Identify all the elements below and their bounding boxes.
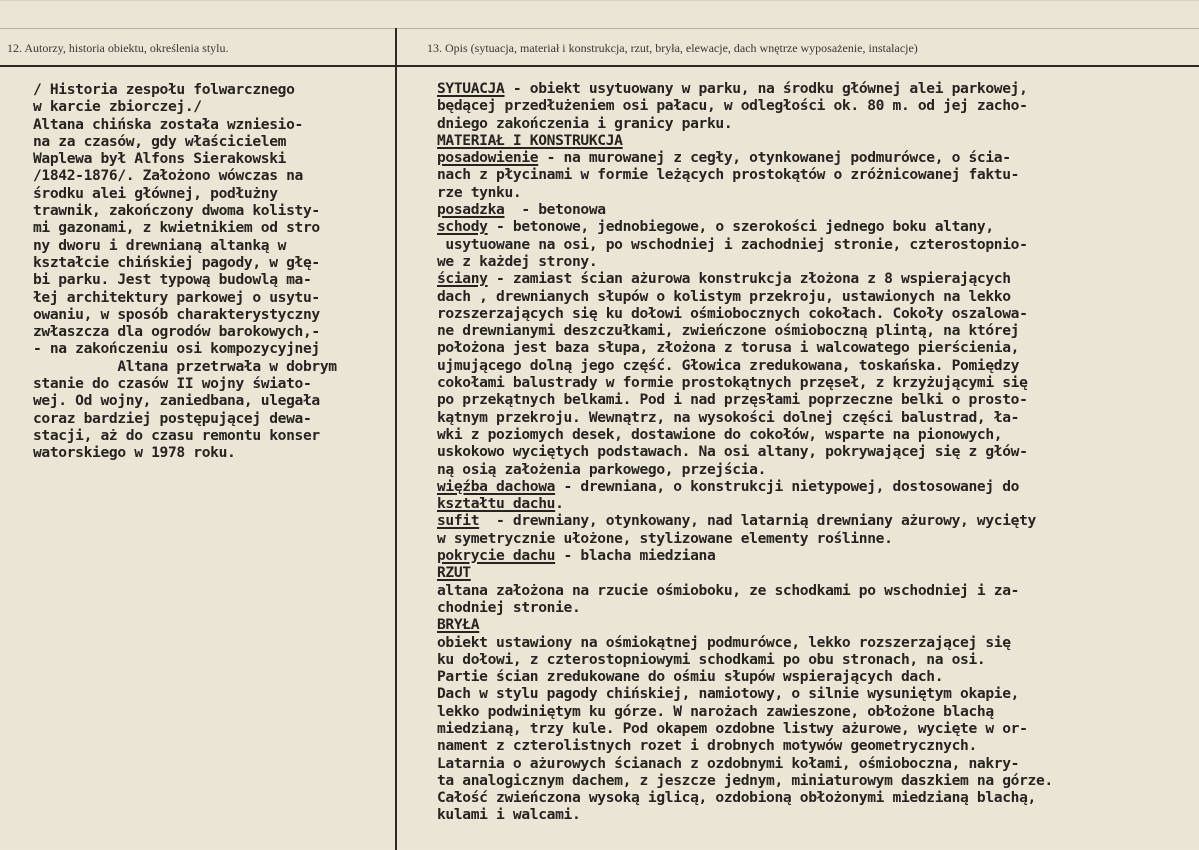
description-text-line bbox=[437, 80, 1053, 97]
description-text: - betonowa bbox=[504, 201, 606, 219]
section-label: schody bbox=[437, 218, 488, 236]
description-text-line bbox=[437, 184, 1053, 201]
description-text-line bbox=[437, 374, 1053, 391]
description-text-line bbox=[437, 512, 1053, 529]
description-text: cokołami balustrady w formie prostokątnych przęseł, z krzyżującymi się bbox=[437, 374, 1028, 392]
description-text-line bbox=[437, 339, 1053, 356]
description-text: Latarnia o ażurowych ścianach z ozdobnymi kołami, ośmioboczna, nakry- bbox=[437, 754, 1020, 772]
description-text: miedzianą, trzy kule. Pod okapem ozdobne listwy ażurowe, wycięte w or- bbox=[437, 719, 1028, 737]
description-text: - blacha miedziana bbox=[555, 547, 716, 565]
description-text-line bbox=[437, 322, 1053, 339]
description-text: nach z płycinami w formie leżących prostokątów o zróżnicowanej faktu- bbox=[437, 166, 1020, 184]
history-column bbox=[33, 81, 337, 462]
description-text: uskokowo wyciętych podstawach. Na osi altany, pokrywającej się z głów- bbox=[437, 443, 1028, 461]
history-text-line: kształcie chińskiej pagody, w głę- bbox=[33, 253, 320, 271]
history-text-line: mi gazonami, z kwietnikiem od stro bbox=[33, 219, 320, 237]
history-text-line: Altana przetrwała w dobrym bbox=[33, 357, 337, 375]
description-text-line bbox=[437, 806, 1053, 823]
history-text-line: watorskiego w 1978 roku. bbox=[33, 444, 236, 462]
description-text-line bbox=[437, 426, 1053, 443]
description-column bbox=[437, 80, 1053, 824]
section-label: pokrycie dachu bbox=[437, 547, 556, 565]
description-text-line bbox=[437, 582, 1053, 599]
section-label: RZUT bbox=[437, 564, 471, 582]
description-text: - drewniany, otynkowany, nad latarnią drewniany ażurowy, wycięty bbox=[479, 512, 1036, 530]
description-text: chodniej stronie. bbox=[437, 598, 581, 616]
section-label: ściany bbox=[437, 270, 488, 288]
history-text-line: zwłaszcza dla ogrodów barokowych,- bbox=[33, 323, 320, 341]
description-text-line bbox=[437, 737, 1053, 754]
section-label: sufit bbox=[437, 512, 480, 530]
description-text-line bbox=[437, 720, 1053, 737]
description-text-line bbox=[437, 288, 1053, 305]
history-text-line: środku alei głównej, podłużny bbox=[33, 184, 278, 202]
description-text-line bbox=[437, 755, 1053, 772]
history-text-line: trawnik, zakończony dwoma kolisty- bbox=[33, 202, 320, 220]
section-label: kształtu dachu bbox=[437, 495, 556, 513]
description-text-line bbox=[437, 530, 1053, 547]
description-text: . bbox=[555, 495, 564, 513]
description-text-line bbox=[437, 357, 1053, 374]
description-text: rze tynku. bbox=[437, 183, 522, 201]
description-text-line bbox=[437, 668, 1053, 685]
description-text: Całość zwieńczona wysoką iglicą, ozdobioną obłożonymi miedzianą blachą, bbox=[437, 789, 1036, 807]
description-text: obiekt ustawiony na ośmiokątnej podmurówce, lekko rozszerzającej się bbox=[437, 633, 1011, 651]
description-text: ta analogicznym dachem, z jeszcze jednym, miniaturowym daszkiem na górze. bbox=[437, 771, 1053, 789]
column-divider bbox=[395, 28, 397, 850]
description-text-line bbox=[437, 270, 1053, 287]
description-text-line bbox=[437, 149, 1053, 166]
section-13-heading: 13. Opis (sytuacja, materiał i konstrukcja, rzut, bryła, elewacje, dach wnętrze wyposażenie, instalacje) bbox=[427, 41, 918, 55]
section-label: MATERIAŁ I KONSTRUKCJA bbox=[437, 131, 623, 149]
description-text: Partie ścian zredukowane do ośmiu słupów wspierających dach. bbox=[437, 668, 944, 686]
description-text-line bbox=[437, 132, 1053, 149]
description-text: - obiekt usytuowany w parku, na środku głównej alei parkowej, bbox=[504, 80, 1028, 97]
description-text: w symetrycznie ułożone, stylizowane elementy roślinne. bbox=[437, 529, 893, 547]
description-text: położona jest baza słupa, złożona z torusa i walcowatego pierścienia, bbox=[437, 339, 1020, 357]
description-text-line bbox=[437, 651, 1053, 668]
history-text-line: coraz bardziej postępującej dewa- bbox=[33, 409, 312, 427]
section-label: posadzka bbox=[437, 201, 505, 219]
description-text-line bbox=[437, 391, 1053, 408]
history-text-line: w karcie zbiorczej./ bbox=[33, 98, 202, 116]
history-text-line: - na zakończeniu osi kompozycyjnej bbox=[33, 340, 320, 358]
history-text-line: / Historia zespołu folwarcznego bbox=[33, 81, 295, 98]
history-text-line: bi parku. Jest typową budowlą ma- bbox=[33, 271, 312, 289]
section-label: więźba dachowa bbox=[437, 477, 556, 495]
description-text-line bbox=[437, 495, 1053, 512]
description-text: po przekątnych belkami. Pod i nad przęsłami poprzeczne belki o prosto- bbox=[437, 391, 1028, 409]
description-text: - zamiast ścian ażurowa konstrukcja złożona z 8 wspierających bbox=[487, 270, 1011, 288]
description-text-line bbox=[437, 236, 1053, 253]
section-label: BRYŁA bbox=[437, 616, 480, 634]
description-text-line bbox=[437, 443, 1053, 460]
description-text-line bbox=[437, 253, 1053, 270]
description-text: - drewniana, o konstrukcji nietypowej, dostosowanej do bbox=[555, 477, 1020, 495]
section-label: posadowienie bbox=[437, 149, 539, 167]
description-text-line bbox=[437, 547, 1053, 564]
history-text-line: Waplewa był Alfons Sierakowski bbox=[33, 150, 287, 168]
description-text-line bbox=[437, 115, 1053, 132]
description-text: nament z czterolistnych rozet i drobnych motywów geometrycznych. bbox=[437, 737, 977, 755]
description-text-line bbox=[437, 201, 1053, 218]
description-text: ne drewnianymi deszczułkami, zwieńczone ośmioboczną plintą, na której bbox=[437, 322, 1020, 340]
history-text-line: stanie do czasów II wojny świato- bbox=[33, 375, 312, 393]
description-text-line bbox=[437, 97, 1053, 114]
description-text: rozszerzających się ku dołowi ośmiobocznych cokołach. Cokoły oszalowa- bbox=[437, 304, 1028, 322]
history-text-line: ny dworu i drewnianą altanką w bbox=[33, 236, 287, 254]
description-text-line bbox=[437, 772, 1053, 789]
history-text-line: na za czasów, gdy właścicielem bbox=[33, 132, 287, 150]
history-text-line: wej. Od wojny, zaniedbana, ulegała bbox=[33, 392, 320, 410]
description-text: kulami i walcami. bbox=[437, 806, 581, 824]
section-12-heading: 12. Autorzy, historia obiektu, określenia stylu. bbox=[7, 41, 229, 55]
history-text-line: stacji, aż do czasu remontu konser bbox=[33, 426, 320, 444]
description-text: kątnym przekroju. Wewnątrz, na wysokości dolnej części balustrad, ła- bbox=[437, 408, 1020, 426]
description-text-line bbox=[437, 616, 1053, 633]
description-text: dach , drewnianych słupów o kolistym przekroju, ustawionych na lekko bbox=[437, 287, 1011, 305]
description-text: altana założona na rzucie ośmioboku, ze schodkami po wschodniej i za- bbox=[437, 581, 1020, 599]
history-text-line: Altana chińska została wzniesio- bbox=[33, 115, 303, 133]
description-text-line bbox=[437, 685, 1053, 702]
description-text: - na murowanej z cegły, otynkowanej podmurówce, o ścia- bbox=[538, 149, 1011, 167]
description-text: we z każdej strony. bbox=[437, 252, 598, 270]
header-divider bbox=[0, 65, 1199, 67]
description-text: Dach w stylu pagody chińskiej, namiotowy, o silnie wysuniętym okapie, bbox=[437, 685, 1020, 703]
history-text-line: owaniu, w sposób charakterystyczny bbox=[33, 305, 320, 323]
description-text-line bbox=[437, 166, 1053, 183]
description-text-line bbox=[437, 461, 1053, 478]
description-text: będącej przedłużeniem osi pałacu, w odległości ok. 80 m. od jej zacho- bbox=[437, 97, 1028, 115]
description-text-line bbox=[437, 218, 1053, 235]
description-text: usytuowane na osi, po wschodniej i zachodniej stronie, czterostopnio- bbox=[437, 235, 1028, 253]
description-text: - betonowe, jednobiegowe, o szerokości jednego boku altany, bbox=[487, 218, 994, 236]
description-text: dniego zakończenia i granicy parku. bbox=[437, 114, 733, 132]
description-text-line bbox=[437, 634, 1053, 651]
description-text-line bbox=[437, 599, 1053, 616]
history-text-line: /1842-1876/. Założono wówczas na bbox=[33, 167, 303, 185]
description-text: ujmującego dolną jego część. Głowica zredukowana, toskańska. Pomiędzy bbox=[437, 356, 1020, 374]
history-text-line: łej architektury parkowej o usytu- bbox=[33, 288, 320, 306]
description-text-line bbox=[437, 478, 1053, 495]
description-text-line bbox=[437, 409, 1053, 426]
top-rule bbox=[0, 28, 1199, 29]
description-text: wki z poziomych desek, dostawione do cokołów, wsparte na pionowych, bbox=[437, 425, 1003, 443]
description-text-line bbox=[437, 703, 1053, 720]
description-text-line bbox=[437, 564, 1053, 581]
description-text: ku dołowi, z czterostopniowymi schodkami po obu stronach, na osi. bbox=[437, 650, 986, 668]
description-text-line bbox=[437, 305, 1053, 322]
description-text-line bbox=[437, 789, 1053, 806]
description-text: ną osią założenia parkowego, przejścia. bbox=[437, 460, 767, 478]
description-text: lekko podwiniętym ku górze. W narożach zawieszone, obłożone blachą bbox=[437, 702, 994, 720]
section-label: SYTUACJA bbox=[437, 80, 505, 97]
